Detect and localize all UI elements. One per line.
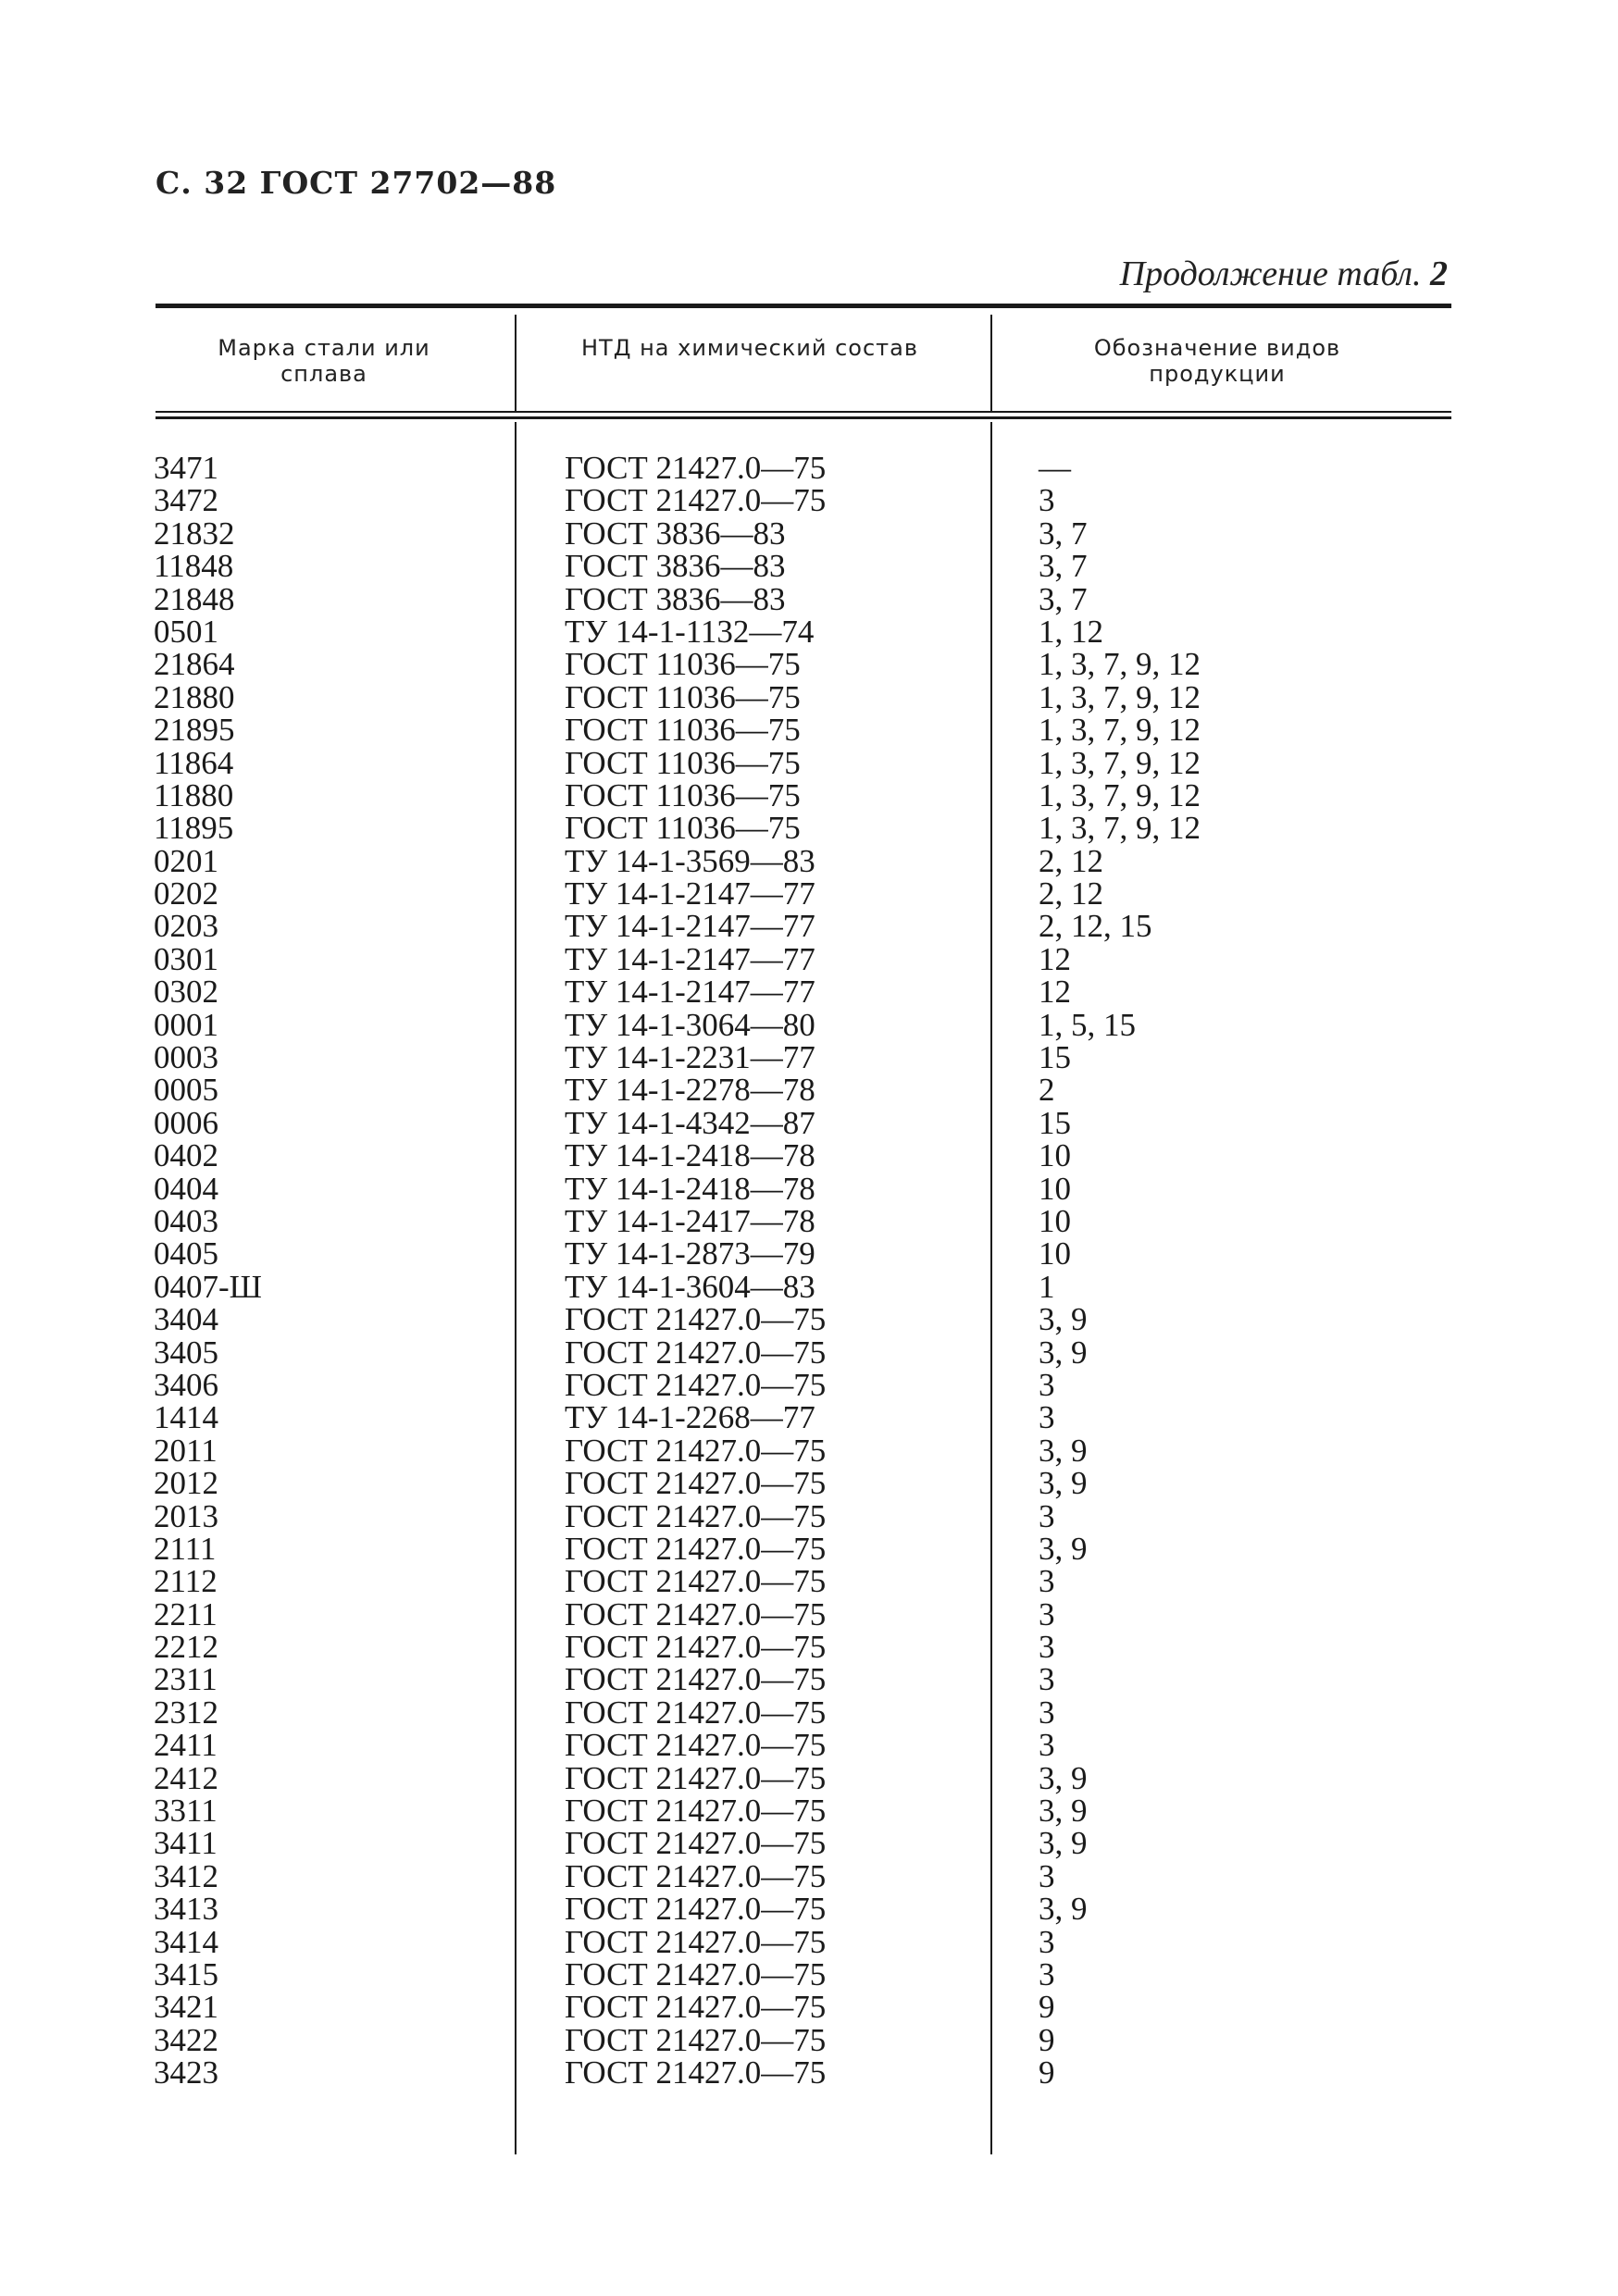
- grade-column: [154, 452, 262, 2090]
- column-header-grade: Марка стали или сплава: [218, 335, 430, 387]
- grade-cell: 2012: [154, 1465, 218, 1502]
- ntd-cell: ТУ 14-1-2147—77: [565, 940, 815, 977]
- products-cell: 3, 9: [1039, 1334, 1088, 1371]
- products-cell: 3, 9: [1039, 1530, 1088, 1567]
- products-cell: 3, 9: [1039, 1825, 1088, 1862]
- ntd-cell: ГОСТ 21427.0—75: [565, 1694, 827, 1731]
- products-cell: 1: [1039, 1268, 1055, 1305]
- grade-cell: 2412: [154, 1759, 218, 1796]
- ntd-cell: ГОСТ 11036—75: [565, 744, 801, 781]
- products-cell: 9: [1039, 2054, 1055, 2091]
- ntd-cell: ТУ 14-1-3569—83: [565, 842, 815, 879]
- ntd-cell: ТУ 14-1-4342—87: [565, 1104, 815, 1141]
- grade-cell: 0001: [154, 1006, 218, 1043]
- products-cell: 3, 7: [1039, 580, 1088, 617]
- products-cell: 10: [1039, 1137, 1071, 1174]
- grade-cell: 3421: [154, 1989, 218, 2026]
- products-cell: 3: [1039, 1955, 1055, 1992]
- grade-cell: 2411: [154, 1727, 218, 1764]
- grade-cell: 3471: [154, 450, 218, 486]
- ntd-cell: ТУ 14-1-2147—77: [565, 908, 815, 945]
- products-cell: 3, 9: [1039, 1432, 1088, 1469]
- products-cell: 3, 9: [1039, 1793, 1088, 1830]
- grade-cell: 0202: [154, 875, 218, 912]
- ntd-cell: ГОСТ 21427.0—75: [565, 1465, 827, 1502]
- products-cell: 3: [1039, 1727, 1055, 1764]
- products-cell: 1, 3, 7, 9, 12: [1039, 810, 1201, 847]
- ntd-cell: ТУ 14-1-1132—74: [565, 613, 815, 650]
- grade-cell: 0203: [154, 908, 218, 945]
- ntd-cell: ГОСТ 11036—75: [565, 810, 801, 847]
- ntd-cell: ТУ 14-1-3064—80: [565, 1006, 815, 1043]
- grade-cell: 21832: [154, 515, 235, 552]
- grade-cell: 3406: [154, 1366, 218, 1403]
- products-cell: 1, 3, 7, 9, 12: [1039, 776, 1201, 813]
- ntd-cell: ГОСТ 11036—75: [565, 646, 801, 683]
- grade-cell: 3423: [154, 2054, 218, 2091]
- products-cell: 1, 3, 7, 9, 12: [1039, 712, 1201, 749]
- products-cell: 3: [1039, 1366, 1055, 1403]
- ntd-cell: ГОСТ 11036—75: [565, 776, 801, 813]
- grade-cell: 3414: [154, 1923, 218, 1960]
- products-cell: 10: [1039, 1170, 1071, 1207]
- ntd-cell: ГОСТ 21427.0—75: [565, 1989, 827, 2026]
- ntd-cell: ТУ 14-1-2231—77: [565, 1039, 815, 1076]
- products-cell: 3, 9: [1039, 1465, 1088, 1502]
- products-cell: 15: [1039, 1104, 1071, 1141]
- ntd-cell: ГОСТ 21427.0—75: [565, 1727, 827, 1764]
- grade-cell: 3311: [154, 1793, 218, 1830]
- ntd-cell: ГОСТ 21427.0—75: [565, 1857, 827, 1894]
- ntd-column: [565, 452, 826, 2090]
- products-cell: 1, 3, 7, 9, 12: [1039, 744, 1201, 781]
- products-cell: 1, 12: [1039, 613, 1103, 650]
- ntd-cell: ГОСТ 21427.0—75: [565, 1661, 827, 1698]
- grade-cell: 21848: [154, 580, 235, 617]
- grade-cell: 2112: [154, 1563, 218, 1600]
- products-cell: 3: [1039, 1563, 1055, 1600]
- grade-cell: 0405: [154, 1235, 218, 1272]
- table-top-rule: [156, 304, 1451, 308]
- column-divider-1-body: [515, 422, 517, 2154]
- column-divider-2: [990, 315, 992, 411]
- ntd-cell: ГОСТ 21427.0—75: [565, 1563, 827, 1600]
- products-cell: 3: [1039, 482, 1055, 519]
- grade-cell: 0003: [154, 1039, 218, 1076]
- ntd-cell: ГОСТ 21427.0—75: [565, 1955, 827, 1992]
- grade-cell: 3413: [154, 1891, 218, 1928]
- products-cell: 3: [1039, 1694, 1055, 1731]
- grade-cell: 2311: [154, 1661, 218, 1698]
- products-cell: 2, 12: [1039, 875, 1103, 912]
- grade-cell: 0006: [154, 1104, 218, 1141]
- grade-cell: 3404: [154, 1301, 218, 1338]
- grade-cell: 0404: [154, 1170, 218, 1207]
- grade-cell: 21895: [154, 712, 235, 749]
- products-cell: 3, 9: [1039, 1759, 1088, 1796]
- products-cell: 3: [1039, 1923, 1055, 1960]
- table-continuation-label: [1120, 254, 1448, 294]
- grade-cell: 3411: [154, 1825, 218, 1862]
- ntd-cell: ГОСТ 21427.0—75: [565, 1793, 827, 1830]
- ntd-cell: ГОСТ 21427.0—75: [565, 1301, 827, 1338]
- products-cell: 12: [1039, 974, 1071, 1011]
- grade-cell: 3415: [154, 1955, 218, 1992]
- grade-cell: 0005: [154, 1072, 218, 1109]
- grade-cell: 3405: [154, 1334, 218, 1371]
- column-header-products: Обозначение видов продукции: [1093, 335, 1341, 387]
- products-cell: 2: [1039, 1072, 1055, 1109]
- products-cell: 1, 3, 7, 9, 12: [1039, 646, 1201, 683]
- continuation-text: Продолжение табл.: [1119, 254, 1422, 293]
- products-cell: —: [1039, 450, 1071, 486]
- ntd-cell: ГОСТ 11036—75: [565, 712, 801, 749]
- grade-cell: 0407-Ш: [154, 1268, 262, 1305]
- ntd-cell: ГОСТ 21427.0—75: [565, 1759, 827, 1796]
- page-header: С. 32 ГОСТ 27702—88: [156, 165, 557, 201]
- grade-cell: 0403: [154, 1202, 218, 1239]
- grade-cell: 2013: [154, 1497, 218, 1534]
- ntd-cell: ТУ 14-1-2417—78: [565, 1202, 815, 1239]
- ntd-cell: ГОСТ 21427.0—75: [565, 1629, 827, 1666]
- ntd-cell: ТУ 14-1-2873—79: [565, 1235, 815, 1272]
- products-cell: 10: [1039, 1235, 1071, 1272]
- column-header-ntd: НТД на химический состав: [581, 335, 918, 361]
- grade-cell: 21880: [154, 678, 235, 715]
- ntd-cell: ТУ 14-1-2278—78: [565, 1072, 815, 1109]
- products-cell: 10: [1039, 1202, 1071, 1239]
- products-cell: 3: [1039, 1857, 1055, 1894]
- products-cell: 3: [1039, 1595, 1055, 1632]
- grade-cell: 21864: [154, 646, 235, 683]
- grade-cell: 0301: [154, 940, 218, 977]
- ntd-cell: ГОСТ 21427.0—75: [565, 1432, 827, 1469]
- ntd-cell: ГОСТ 21427.0—75: [565, 1366, 827, 1403]
- grade-cell: 11880: [154, 776, 234, 813]
- grade-cell: 2211: [154, 1595, 218, 1632]
- grade-cell: 0501: [154, 613, 218, 650]
- grade-cell: 3412: [154, 1857, 218, 1894]
- products-cell: 15: [1039, 1039, 1071, 1076]
- ntd-cell: ГОСТ 21427.0—75: [565, 2054, 827, 2091]
- grade-cell: 0201: [154, 842, 218, 879]
- grade-cell: 11864: [154, 744, 234, 781]
- products-cell: 9: [1039, 1989, 1055, 2026]
- products-cell: 3, 7: [1039, 515, 1088, 552]
- header-bottom-rule-2: [156, 416, 1451, 419]
- products-cell: 1, 3, 7, 9, 12: [1039, 678, 1201, 715]
- products-cell: 3, 9: [1039, 1891, 1088, 1928]
- products-cell: 3: [1039, 1399, 1055, 1436]
- grade-cell: 0302: [154, 974, 218, 1011]
- products-cell: 3, 9: [1039, 1301, 1088, 1338]
- ntd-cell: ГОСТ 21427.0—75: [565, 1530, 827, 1567]
- products-column: [1039, 452, 1201, 2090]
- grade-cell: 11895: [154, 810, 234, 847]
- ntd-cell: ГОСТ 21427.0—75: [565, 1891, 827, 1928]
- ntd-cell: ТУ 14-1-2147—77: [565, 974, 815, 1011]
- grade-cell: 2011: [154, 1432, 218, 1469]
- grade-cell: 2312: [154, 1694, 218, 1731]
- ntd-cell: ГОСТ 21427.0—75: [565, 1334, 827, 1371]
- grade-cell: 11848: [154, 548, 234, 585]
- products-cell: 3, 7: [1039, 548, 1088, 585]
- products-cell: 2, 12, 15: [1039, 908, 1152, 945]
- column-divider-1: [515, 315, 517, 411]
- grade-cell: 3472: [154, 482, 218, 519]
- grade-cell: 1414: [154, 1399, 218, 1436]
- ntd-cell: ТУ 14-1-3604—83: [565, 1268, 815, 1305]
- ntd-cell: ГОСТ 3836—83: [565, 580, 786, 617]
- ntd-cell: ГОСТ 21427.0—75: [565, 482, 827, 519]
- ntd-cell: ГОСТ 3836—83: [565, 515, 786, 552]
- grade-cell: 2212: [154, 1629, 218, 1666]
- grade-cell: 3422: [154, 2021, 218, 2058]
- ntd-cell: ГОСТ 21427.0—75: [565, 1497, 827, 1534]
- ntd-cell: ГОСТ 21427.0—75: [565, 450, 827, 486]
- ntd-cell: ГОСТ 21427.0—75: [565, 2021, 827, 2058]
- ntd-cell: ТУ 14-1-2147—77: [565, 875, 815, 912]
- grade-cell: 0402: [154, 1137, 218, 1174]
- ntd-cell: ГОСТ 11036—75: [565, 678, 801, 715]
- ntd-cell: ТУ 14-1-2418—78: [565, 1170, 815, 1207]
- ntd-cell: ГОСТ 21427.0—75: [565, 1923, 827, 1960]
- ntd-cell: ТУ 14-1-2418—78: [565, 1137, 815, 1174]
- ntd-cell: ГОСТ 21427.0—75: [565, 1825, 827, 1862]
- ntd-cell: ГОСТ 21427.0—75: [565, 1595, 827, 1632]
- ntd-cell: ГОСТ 3836—83: [565, 548, 786, 585]
- products-cell: 12: [1039, 940, 1071, 977]
- products-cell: 3: [1039, 1661, 1055, 1698]
- products-cell: 9: [1039, 2021, 1055, 2058]
- products-cell: 1, 5, 15: [1039, 1006, 1136, 1043]
- products-cell: 2, 12: [1039, 842, 1103, 879]
- products-cell: 3: [1039, 1629, 1055, 1666]
- continuation-table-number: 2: [1430, 254, 1448, 293]
- header-bottom-rule: [156, 411, 1451, 413]
- ntd-cell: ТУ 14-1-2268—77: [565, 1399, 815, 1436]
- grade-cell: 2111: [154, 1530, 217, 1567]
- products-cell: 3: [1039, 1497, 1055, 1534]
- column-divider-2-body: [990, 422, 992, 2154]
